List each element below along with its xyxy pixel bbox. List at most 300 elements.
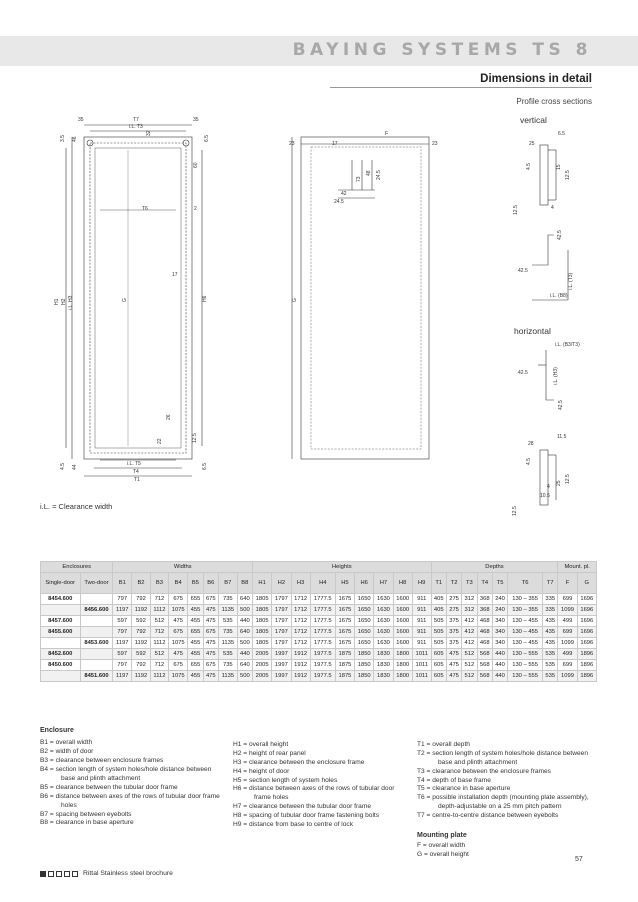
table-cell: 1997 (272, 649, 291, 660)
dim-label: 6.5 (202, 463, 208, 470)
note-item: B7 = spacing between eyebolts (40, 810, 132, 818)
table-cell: 1630 (374, 627, 393, 638)
table-cell: 1630 (374, 616, 393, 627)
column-header: H1 (253, 573, 272, 594)
table-cell: 712 (150, 594, 168, 605)
table-cell: 475 (446, 660, 461, 671)
table-cell: 2005 (253, 660, 272, 671)
table-cell: 911 (412, 616, 431, 627)
note-item: H8 = spacing of tubular door frame fastening bolts (233, 812, 380, 820)
table-cell: 1650 (355, 627, 374, 638)
page-number: 57 (575, 856, 583, 863)
column-header: H4 (310, 573, 335, 594)
dim-label: i.L. (T3) (568, 272, 574, 290)
note-item: B6 = distance between axes of the rows of tubular door frame holes (40, 792, 220, 809)
table-cell: 1850 (355, 671, 374, 682)
table-cell: 1800 (393, 660, 412, 671)
table-body (41, 594, 597, 682)
table-cell: 1896 (577, 671, 596, 682)
table-cell: 440 (492, 649, 507, 660)
table-cell: 8454.600 (41, 594, 81, 605)
dim-label: 17 (172, 272, 178, 278)
note-item: B4 = section length of system holes/hole distance between base and plinth attachment (40, 766, 212, 782)
dim-label: T1 (134, 477, 140, 483)
table-cell: 8452.600 (41, 649, 81, 660)
table-cell: 675 (203, 594, 218, 605)
table-cell: 8453.600 (80, 638, 113, 649)
table-cell: 1830 (374, 649, 393, 660)
table-cell: 568 (477, 649, 492, 660)
table-cell: 500 (237, 638, 252, 649)
table-cell: 1696 (577, 638, 596, 649)
table-cell (80, 649, 113, 660)
table-cell: 512 (150, 649, 168, 660)
dim-label: 48 (366, 170, 372, 176)
table-cell: 675 (169, 594, 188, 605)
dim-label: 42.5 (558, 400, 564, 410)
dim-label: H1 (54, 298, 60, 305)
table-cell: 412 (462, 627, 477, 638)
table-cell: 375 (446, 616, 461, 627)
table-cell: 240 (492, 605, 507, 616)
dim-label: T6 (142, 206, 148, 212)
table-cell: 499 (558, 616, 577, 627)
table-cell: 1712 (291, 594, 310, 605)
table-cell: 475 (203, 671, 218, 682)
dim-label: G (292, 298, 298, 302)
note-item: F = overall width (417, 842, 466, 850)
dim-label: 22 (157, 438, 163, 444)
table-cell: 535 (543, 660, 558, 671)
dim-label: i.L. T3 (129, 124, 143, 130)
table-cell: 1075 (169, 638, 188, 649)
table-cell: 368 (477, 605, 492, 616)
table-cell: 1099 (558, 671, 577, 682)
table-cell: 1135 (218, 671, 237, 682)
table-cell: 475 (169, 649, 188, 660)
table-cell: 1977.5 (310, 660, 335, 671)
table-cell (41, 638, 81, 649)
column-header: T3 (462, 573, 477, 594)
table-cell: 1896 (577, 660, 596, 671)
notes-heading: Enclosure (40, 727, 74, 734)
clearance-legend: i.L. = Clearance width (40, 502, 113, 511)
table-cell: 455 (188, 638, 203, 649)
table-cell: 797 (113, 660, 132, 671)
table-cell: 1600 (393, 638, 412, 649)
front-view-outline (84, 137, 192, 459)
table-cell: 130 – 355 (508, 594, 543, 605)
table-cell: 1011 (412, 660, 431, 671)
table-cell: 240 (492, 594, 507, 605)
table-cell: 640 (237, 627, 252, 638)
column-header: H2 (272, 573, 291, 594)
dim-label: 4 (551, 205, 554, 211)
dim-label: F (385, 131, 389, 137)
table-cell: 1800 (393, 649, 412, 660)
page-title: BAYING SYSTEMS TS 8 (292, 40, 592, 60)
table-cell: 1075 (169, 671, 188, 682)
table-cell: 1675 (335, 638, 354, 649)
note-item: T3 = clearance between the enclosure frames (417, 767, 551, 775)
table-cell: 797 (113, 627, 132, 638)
column-header: H5 (335, 573, 354, 594)
table-cell: 597 (113, 649, 132, 660)
column-header: T6 (508, 573, 543, 594)
table-cell: 1797 (272, 605, 291, 616)
dim-label: 10.5 (540, 493, 550, 499)
column-header: F (558, 573, 577, 594)
dim-label: 35 (78, 117, 84, 123)
table-cell: 911 (412, 605, 431, 616)
square-filled-icon (40, 871, 46, 877)
table-cell: 1600 (393, 594, 412, 605)
table-cell: 335 (543, 605, 558, 616)
table-cell: 1630 (374, 638, 393, 649)
table-cell: 1650 (355, 605, 374, 616)
table-cell: 1875 (335, 660, 354, 671)
table-cell: 440 (237, 649, 252, 660)
dim-label: 11.5 (557, 434, 567, 440)
dim-label: T7 (133, 117, 139, 123)
dim-label: 25 (556, 480, 562, 486)
table-cell: 675 (203, 627, 218, 638)
table-cell: 535 (543, 671, 558, 682)
vertical-profile-section (540, 145, 548, 205)
note-item: B5 = clearance between the tubular door frame (40, 783, 178, 791)
table-cell: 675 (169, 660, 188, 671)
dim-label: i.L. (H3) (553, 367, 559, 385)
table-cell: 911 (412, 627, 431, 638)
table-cell: 440 (492, 671, 507, 682)
table-cell: 1112 (150, 638, 168, 649)
dim-label: 3.5 (60, 135, 66, 142)
table-cell: 655 (188, 594, 203, 605)
table-cell: 475 (446, 649, 461, 660)
table-cell: 1197 (113, 605, 132, 616)
table-cell: 1675 (335, 616, 354, 627)
dim-label: 73 (356, 176, 362, 182)
column-header: H3 (291, 573, 310, 594)
table-cell (41, 671, 81, 682)
table-cell: 1135 (218, 605, 237, 616)
table-cell (80, 594, 113, 605)
table-cell: 1777.5 (310, 605, 335, 616)
table-cell: 1650 (355, 616, 374, 627)
notes-widths (40, 726, 220, 828)
table-cell: 675 (203, 660, 218, 671)
dim-label: 4.5 (526, 458, 532, 465)
table-cell: 435 (543, 627, 558, 638)
note-item: G = overall height (417, 851, 469, 859)
table-cell: 1696 (577, 616, 596, 627)
table-cell: 440 (492, 660, 507, 671)
column-header: H7 (374, 573, 393, 594)
table-cell (80, 616, 113, 627)
table-cell: 1912 (291, 671, 310, 682)
rear-view-inner (311, 147, 421, 449)
dim-label: 17 (332, 141, 338, 147)
table-cell: 605 (431, 649, 446, 660)
notes-depths (417, 741, 597, 860)
table-cell: 792 (132, 627, 151, 638)
table-cell: 1997 (272, 671, 291, 682)
table-cell: 712 (150, 627, 168, 638)
table-cell: 500 (237, 605, 252, 616)
table-cell: 792 (132, 660, 151, 671)
dim-label: 12.5 (513, 205, 519, 215)
dim-label: 32 (146, 130, 152, 136)
table-cell: 1696 (577, 605, 596, 616)
table-cell: 1805 (253, 616, 272, 627)
group-mount-pl: Mount. pl. (558, 562, 597, 573)
table-cell: 1675 (335, 605, 354, 616)
table-cell: 130 – 455 (508, 638, 543, 649)
table-cell: 1805 (253, 638, 272, 649)
note-item: B8 = clearance in base aperture (40, 819, 134, 827)
column-header: B7 (218, 573, 237, 594)
table-cell: 455 (188, 649, 203, 660)
table-cell: 8455.600 (41, 627, 81, 638)
group-widths: Widths (113, 562, 253, 573)
table-cell: 435 (543, 638, 558, 649)
table-cell: 340 (492, 616, 507, 627)
table-cell: 1830 (374, 671, 393, 682)
table-cell: 1997 (272, 660, 291, 671)
table-row (41, 638, 597, 649)
column-header: B6 (203, 573, 218, 594)
dim-label: 4.5 (526, 163, 532, 170)
table-cell: 340 (492, 627, 507, 638)
dim-label: 60 (193, 162, 199, 168)
table-cell: 1712 (291, 605, 310, 616)
table-cell: 468 (477, 627, 492, 638)
table-cell: 1600 (393, 627, 412, 638)
table-row (41, 660, 597, 671)
table-cell: 1977.5 (310, 649, 335, 660)
column-header: H6 (355, 573, 374, 594)
table-cell: 475 (203, 605, 218, 616)
table-cell: 1192 (132, 605, 151, 616)
table-cell: 1192 (132, 638, 151, 649)
dim-label: 2 (194, 206, 197, 212)
table-cell: 1135 (218, 638, 237, 649)
table-cell: 1777.5 (310, 616, 335, 627)
footer-text: Rittal Stainless steel brochure (83, 870, 173, 877)
dim-label: 26 (166, 414, 172, 420)
dim-label: 42.5 (518, 370, 528, 376)
note-item: H3 = clearance between the enclosure frame (233, 758, 365, 766)
note-item: H5 = section length of system holes (233, 776, 338, 784)
table-cell: 455 (188, 605, 203, 616)
table-cell: 792 (132, 594, 151, 605)
table-cell: 735 (218, 660, 237, 671)
table-cell: 468 (477, 616, 492, 627)
table-cell: 1011 (412, 671, 431, 682)
table-cell: 412 (462, 638, 477, 649)
dim-label: 4.5 (60, 463, 66, 470)
dim-label: i.L. (B8) (550, 293, 568, 299)
rear-view-outline (301, 137, 429, 459)
dim-label: i.L. (B3/T3) (555, 342, 580, 348)
note-item: H6 = distance between axes of the rows of tubular door frame holes (233, 785, 395, 802)
dim-label: 24.5 (376, 170, 382, 180)
note-item: T4 = depth of base frame (417, 776, 491, 784)
dim-label: 12.5 (512, 506, 518, 516)
table-cell: 475 (203, 616, 218, 627)
column-header: T5 (492, 573, 507, 594)
table-cell: 1650 (355, 638, 374, 649)
note-item: T5 = clearance in base aperture (417, 785, 511, 793)
table-cell: 455 (188, 616, 203, 627)
table-cell: 1600 (393, 616, 412, 627)
table-cell: 1896 (577, 649, 596, 660)
dim-label: 42.5 (557, 230, 563, 240)
table-row (41, 627, 597, 638)
table-cell: 1712 (291, 616, 310, 627)
table-cell: 312 (462, 594, 477, 605)
dim-label: 4 (547, 484, 550, 490)
table-cell: 1830 (374, 660, 393, 671)
square-outline-icon (56, 871, 62, 877)
table-cell: 640 (237, 660, 252, 671)
table-cell: 1675 (335, 594, 354, 605)
table-cell: 1099 (558, 638, 577, 649)
note-item: B3 = clearance between enclosure frames (40, 757, 164, 765)
table-cell: 312 (462, 605, 477, 616)
dim-label: 12.5 (192, 433, 198, 443)
table-cell: 1630 (374, 605, 393, 616)
table-cell: 1675 (335, 627, 354, 638)
vertical-label: vertical (520, 115, 547, 125)
table-cell: 1011 (412, 649, 431, 660)
column-header: B2 (132, 573, 151, 594)
horizontal-label: horizontal (514, 326, 551, 336)
dim-label: 15 (556, 164, 562, 170)
table-cell: 130 – 555 (508, 660, 543, 671)
table-cell: 1797 (272, 638, 291, 649)
table-cell: 499 (558, 649, 577, 660)
dim-label: 6.5 (204, 135, 210, 142)
dim-label: 28 (528, 441, 534, 447)
table-cell (80, 627, 113, 638)
dim-label: 6.5 (558, 131, 565, 137)
table-cell: 8450.600 (41, 660, 81, 671)
table-cell: 475 (203, 638, 218, 649)
note-item: H1 = overall height (233, 741, 289, 748)
table-cell: 1696 (577, 594, 596, 605)
table-cell: 1797 (272, 616, 291, 627)
note-item: H7 = clearance between the tubular door frame (233, 803, 372, 811)
table-cell: 797 (113, 594, 132, 605)
table-cell: 1112 (150, 671, 168, 682)
table-cell: 130 – 355 (508, 605, 543, 616)
table-cell: 911 (412, 638, 431, 649)
dim-label: 46 (72, 136, 78, 142)
note-item: H2 = height of rear panel (233, 749, 306, 757)
table-cell: 375 (446, 638, 461, 649)
dim-label: H6 (202, 295, 208, 302)
table-cell: 340 (492, 638, 507, 649)
note-item: T6 = possible installation depth (mounting plate assembly), depth-adjustable on a 25 mm pitch pattern (417, 794, 589, 811)
table-cell: 475 (169, 616, 188, 627)
square-outline-icon (72, 871, 78, 877)
table-cell: 1075 (169, 605, 188, 616)
table-cell: 1797 (272, 594, 291, 605)
column-header: B1 (113, 573, 132, 594)
table-row (41, 605, 597, 616)
dimension-table (40, 561, 597, 682)
table-cell: 475 (203, 649, 218, 660)
table-cell: 535 (218, 616, 237, 627)
table-cell: 911 (412, 594, 431, 605)
column-header: H8 (393, 573, 412, 594)
table-cell: 335 (543, 594, 558, 605)
table-cell: 605 (431, 671, 446, 682)
table-cell: 1800 (393, 671, 412, 682)
table-cell: 505 (431, 627, 446, 638)
column-header: T7 (543, 573, 558, 594)
note-item: T1 = overall depth (417, 741, 470, 748)
column-header: B4 (169, 573, 188, 594)
table-cell: 699 (558, 594, 577, 605)
note-item: H9 = distance from base to centre of lock (233, 821, 354, 829)
notes-heights (233, 741, 408, 830)
table-cell: 512 (462, 671, 477, 682)
table-cell: 712 (150, 660, 168, 671)
table-cell: 455 (188, 671, 203, 682)
table-cell: 505 (431, 616, 446, 627)
front-view-inner-frame (90, 143, 186, 453)
dim-label: 24.5 (334, 199, 344, 205)
square-outline-icon (48, 871, 54, 877)
vertical-profile-corner (532, 235, 554, 265)
column-header: B8 (237, 573, 252, 594)
table-cell: 1112 (150, 605, 168, 616)
table-cell: 1850 (355, 660, 374, 671)
table-cell: 605 (431, 660, 446, 671)
table-cell: 1197 (113, 671, 132, 682)
table-cell: 1777.5 (310, 627, 335, 638)
dim-label: 23 (289, 141, 295, 147)
table-cell: 1797 (272, 627, 291, 638)
table-cell (80, 660, 113, 671)
table-cell: 512 (462, 649, 477, 660)
dim-label: 42 (341, 191, 347, 197)
table-cell: 512 (462, 660, 477, 671)
table-cell: 468 (477, 638, 492, 649)
table-cell: 1805 (253, 594, 272, 605)
table-cell: 592 (132, 649, 151, 660)
table-cell: 568 (477, 671, 492, 682)
dim-label: 23 (432, 141, 438, 147)
table-cell: 1777.5 (310, 638, 335, 649)
page-subtitle: Dimensions in detail (480, 73, 592, 85)
table-cell: 1192 (132, 671, 151, 682)
table-cell: 655 (188, 627, 203, 638)
table-cell: 412 (462, 616, 477, 627)
table-cell: 500 (237, 671, 252, 682)
table-cell: 1712 (291, 627, 310, 638)
table-row (41, 594, 597, 605)
dim-label: 42.5 (518, 268, 528, 274)
note-item: B1 = overall width (40, 739, 93, 747)
table-cell: 130 – 555 (508, 671, 543, 682)
footer (40, 870, 173, 877)
table-cell: 130 – 555 (508, 649, 543, 660)
table-cell (41, 605, 81, 616)
table-cell: 512 (150, 616, 168, 627)
